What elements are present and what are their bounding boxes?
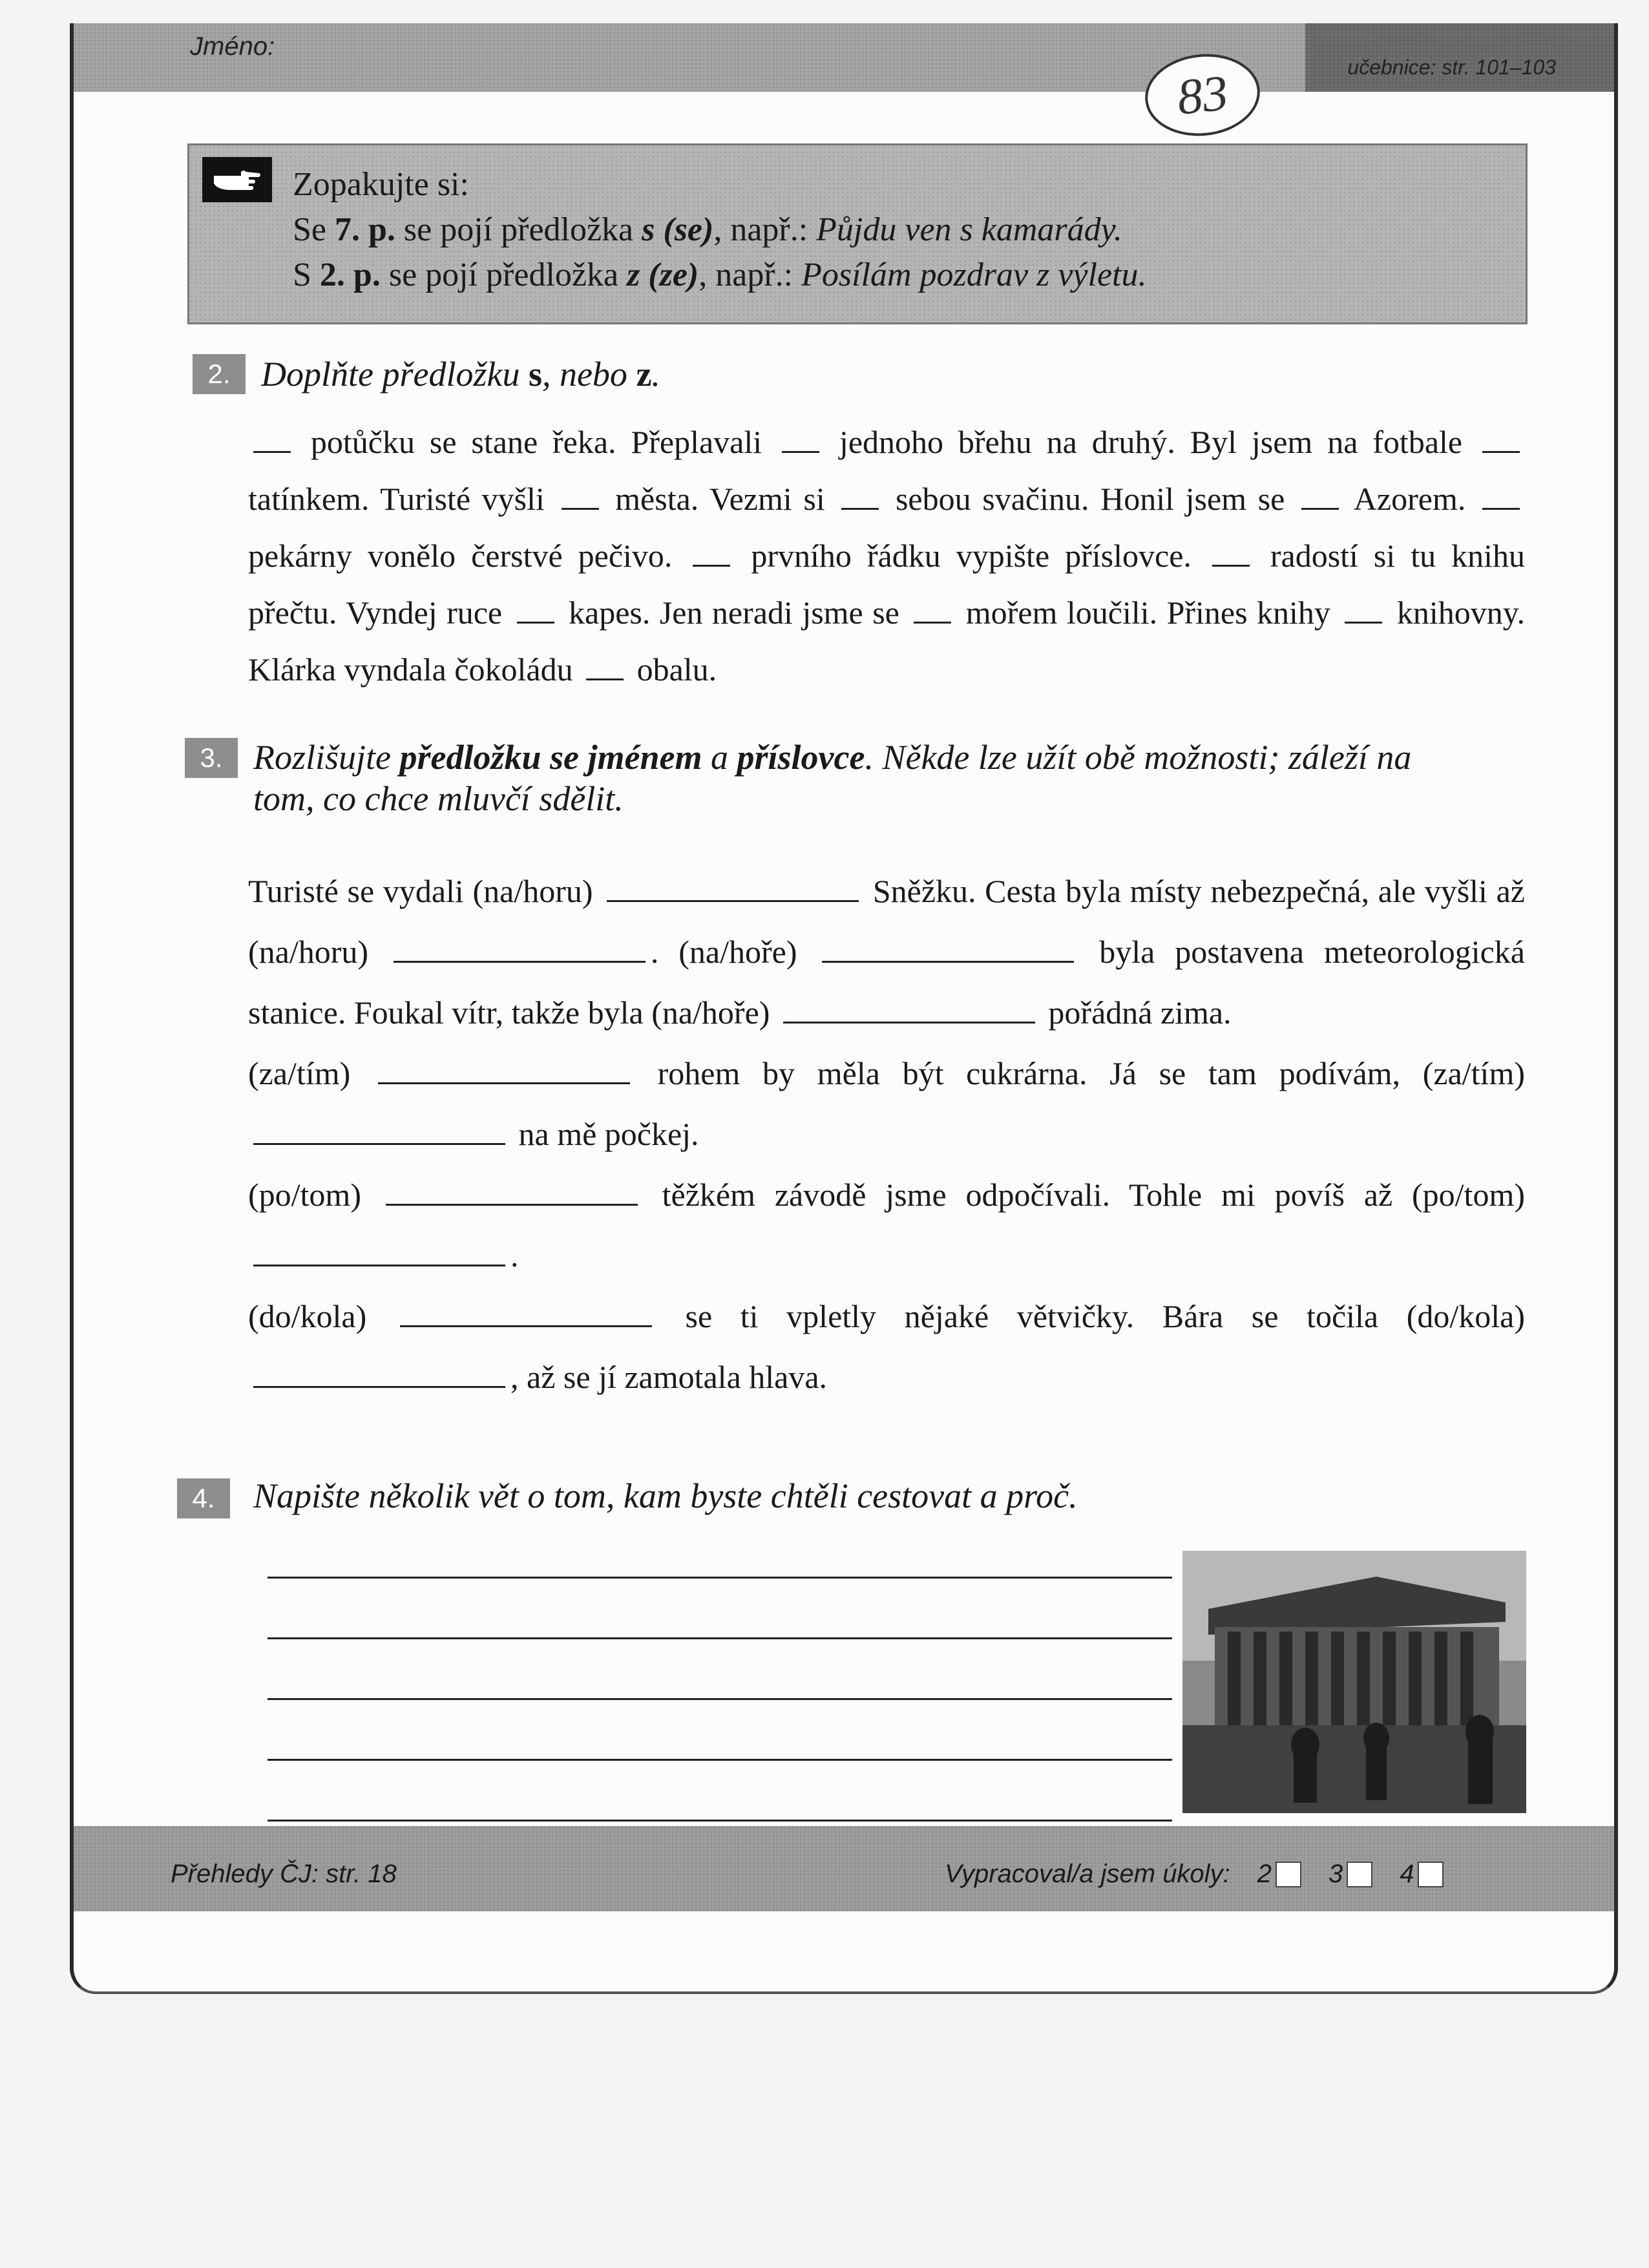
answer-blank[interactable]: [1482, 423, 1520, 453]
text: prvního řádku vypište příslovce.: [735, 538, 1207, 574]
text: mořem loučili. Přines knihy: [956, 594, 1340, 631]
footer-reference: Přehledy ČJ: str. 18: [171, 1860, 397, 1888]
textbook-ref: učebnice: str. 101–103: [1347, 56, 1556, 79]
text: Azorem.: [1343, 481, 1477, 517]
exercise-4-instruction: Napište několik vět o tom, kam byste chtěli cestovat a proč.: [253, 1476, 1078, 1515]
answer-blank[interactable]: [822, 932, 1074, 963]
task-checklist: [945, 1860, 1444, 1889]
writing-line[interactable]: [268, 1820, 1172, 1822]
answer-blank[interactable]: [1482, 479, 1520, 510]
answer-blank[interactable]: [253, 1236, 505, 1266]
exercise-3-paragraph-4: [248, 1286, 1525, 1407]
text: , až se jí zamotala hlava.: [510, 1359, 828, 1395]
text: tatínkem. Turisté vyšli: [248, 481, 556, 517]
pointing-hand-icon: [202, 157, 272, 202]
case-label: 2. p.: [319, 257, 381, 293]
text: . (na/hoře): [650, 934, 817, 970]
task-2: [1257, 1860, 1301, 1889]
answer-blank[interactable]: [378, 1054, 630, 1084]
exercise-4-number: 4.: [177, 1478, 230, 1518]
writing-line[interactable]: [268, 1637, 1172, 1639]
parthenon-photo: [1182, 1551, 1526, 1813]
text: se ti vpletly nějaké větvičky. Bára se točila (do/kola): [656, 1298, 1526, 1334]
answer-blank[interactable]: [253, 423, 291, 453]
answer-blank[interactable]: [586, 650, 624, 680]
text: jednoho břehu na druhý. Byl jsem na fotbale: [824, 424, 1477, 460]
text: z: [636, 355, 652, 394]
answer-blank[interactable]: [386, 1175, 638, 1206]
text: se pojí předložka: [395, 211, 642, 248]
text: příslovce: [737, 738, 865, 777]
reminder-text: [293, 162, 1146, 298]
text: , např.:: [698, 257, 802, 293]
handwritten-page-number: 83: [1141, 48, 1264, 142]
text: (po/tom): [248, 1177, 381, 1213]
example: Posílám pozdrav z výletu.: [801, 257, 1147, 293]
answer-blank[interactable]: [783, 993, 1035, 1024]
reminder-line-2: [293, 253, 1146, 298]
text: potůčku se stane řeka. Přeplavali: [296, 424, 777, 460]
reminder-box: [187, 143, 1528, 324]
text: obalu.: [629, 651, 717, 688]
text: Doplňte předložku: [261, 355, 529, 394]
text: . Někde lze užít obě možnosti; záleží na: [865, 738, 1412, 777]
exercise-3-number: 3.: [185, 738, 238, 778]
answer-blank[interactable]: [562, 479, 599, 510]
preposition: s (se): [642, 211, 714, 248]
exercise-2-number: 2.: [193, 354, 246, 394]
text: Se: [293, 211, 335, 248]
answer-blank[interactable]: [517, 593, 554, 624]
exercise-2-text: [248, 414, 1525, 698]
task-3: [1329, 1860, 1372, 1889]
answer-blank[interactable]: [1212, 536, 1250, 567]
task-number: 4: [1400, 1860, 1414, 1888]
exercise-3-instruction: [253, 737, 1411, 819]
worksheet-page: [70, 23, 1618, 1994]
text: města. Vezmi si: [604, 481, 837, 517]
text: pořádná zima.: [1040, 994, 1232, 1031]
example: Půjdu ven s kamarády.: [816, 211, 1122, 248]
text: sebou svačinu. Honil jsem se: [884, 481, 1296, 517]
text: Rozlišujte: [253, 738, 400, 777]
text: Turisté se vydali (na/horu): [248, 873, 602, 909]
text: se pojí předložka: [380, 257, 627, 293]
text: knihovny. Klárka vyndala čokoládu: [248, 594, 1525, 688]
answer-blank[interactable]: [400, 1297, 652, 1327]
text: (za/tím): [248, 1055, 373, 1091]
case-label: 7. p.: [335, 211, 395, 248]
text: těžkém závodě jsme odpočívali. Tohle mi povíš až (po/tom): [642, 1177, 1525, 1213]
exercise-3-text: [248, 861, 1525, 1407]
answer-blank[interactable]: [607, 872, 859, 902]
text: kapes. Jen neradi jsme se: [559, 594, 909, 631]
reminder-line-1: [293, 207, 1146, 253]
task-4: [1400, 1860, 1444, 1889]
exercise-2-instruction: [261, 354, 660, 394]
name-label: Jméno:: [190, 32, 275, 61]
answer-blank[interactable]: [253, 1115, 505, 1145]
preposition: z (ze): [627, 257, 699, 293]
text: , např.:: [713, 211, 817, 248]
text: .: [651, 355, 660, 394]
reminder-title: Zopakujte si:: [293, 166, 469, 203]
answer-blank[interactable]: [1301, 479, 1339, 510]
text: tom, co chce mluvčí sdělit.: [253, 779, 624, 818]
text: S: [293, 257, 320, 293]
text: (do/kola): [248, 1298, 395, 1334]
text: s: [528, 355, 542, 394]
writing-line[interactable]: [268, 1759, 1172, 1761]
writing-line[interactable]: [268, 1698, 1172, 1700]
answer-blank[interactable]: [914, 593, 951, 624]
text: , nebo: [541, 355, 636, 394]
text: .: [510, 1237, 519, 1274]
writing-line[interactable]: [268, 1577, 1172, 1579]
answer-blank[interactable]: [693, 536, 730, 567]
text: byla postavena meteorologická stanice. Foukal vítr, takže byla (na/hoře): [248, 934, 1525, 1031]
text: předložku se jménem: [399, 738, 702, 777]
text: rohem by měla být cukrárna. Já se tam podívám, (za/tím): [635, 1055, 1525, 1091]
task-number: 3: [1328, 1860, 1343, 1888]
exercise-3-paragraph-2: [248, 1043, 1525, 1164]
exercise-3-paragraph-1: [248, 861, 1525, 1043]
answer-blank[interactable]: [841, 479, 879, 510]
task-3-checkbox[interactable]: [1347, 1862, 1372, 1887]
text: pekárny vonělo čerstvé pečivo.: [248, 538, 688, 574]
task-2-checkbox[interactable]: [1276, 1862, 1301, 1887]
task-4-checkbox[interactable]: [1418, 1862, 1444, 1887]
text: a: [702, 738, 737, 777]
answer-blank[interactable]: [394, 932, 646, 963]
task-number: 2: [1257, 1860, 1272, 1888]
text: Sněžku. Cesta byla místy nebezpečná, ale vyšli až (na/horu): [248, 873, 1525, 970]
exercise-3-paragraph-3: [248, 1164, 1525, 1286]
task-checklist-label: Vypracoval/a jsem úkoly:: [945, 1860, 1230, 1888]
text: radostí si tu knihu přečtu. Vyndej ruce: [248, 538, 1525, 631]
answer-blank[interactable]: [782, 423, 819, 453]
answer-blank[interactable]: [1345, 593, 1382, 624]
text: na mě počkej.: [510, 1116, 699, 1152]
answer-blank[interactable]: [253, 1358, 505, 1388]
